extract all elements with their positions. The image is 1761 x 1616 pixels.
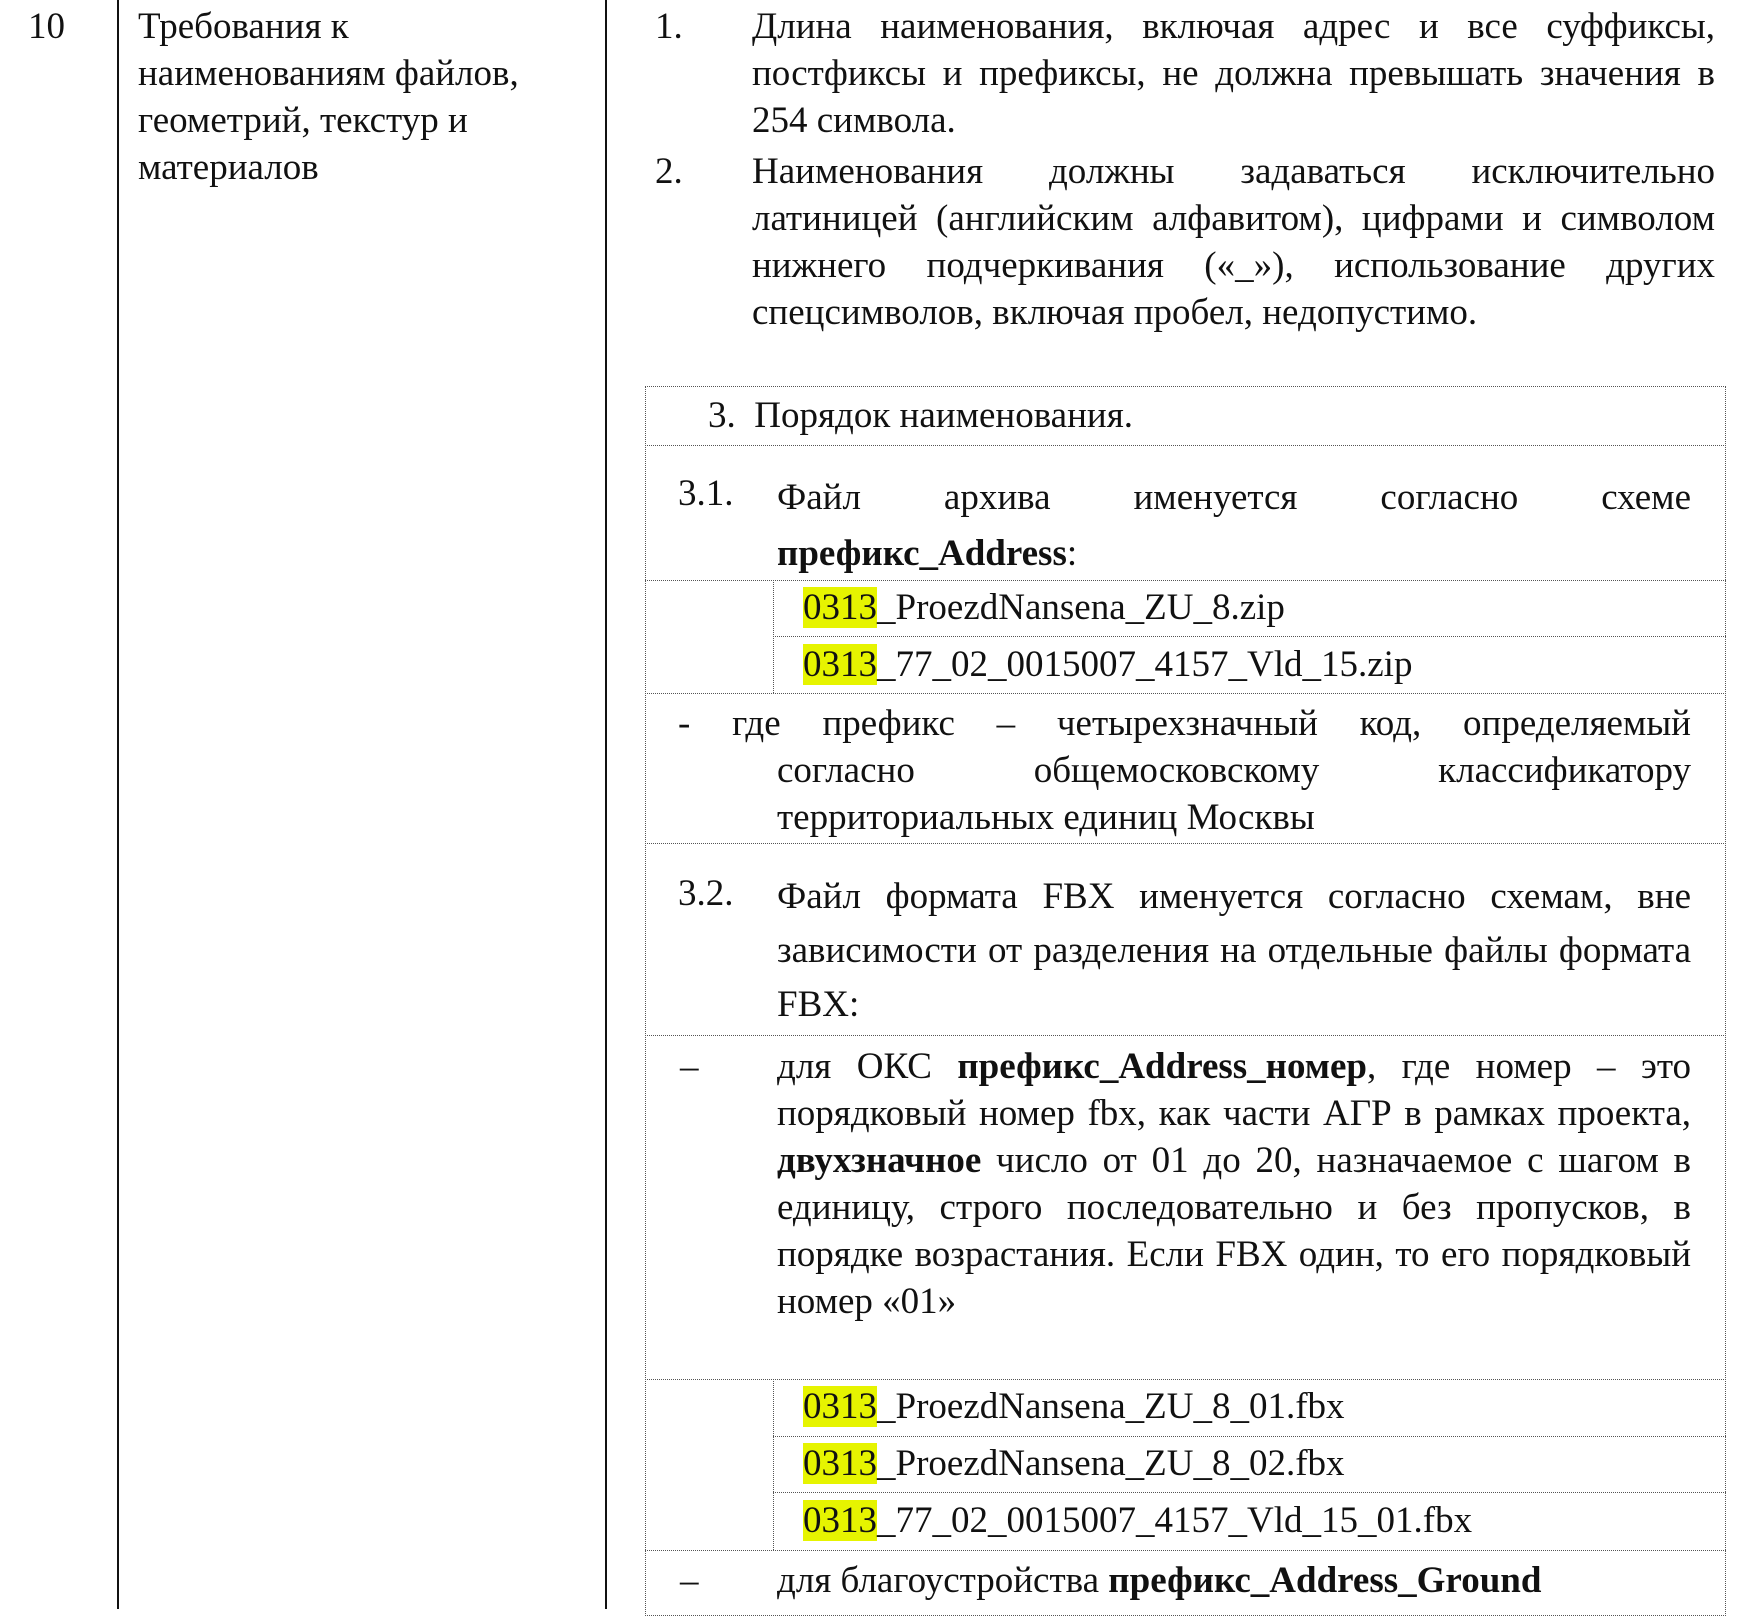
title-line: наименованиям файлов, — [138, 53, 519, 94]
title-line: Требования к — [138, 6, 349, 47]
prefix-highlight: 0313 — [803, 1386, 877, 1427]
oks-part: для ОКС — [777, 1046, 958, 1087]
row-divider — [645, 1379, 1726, 1380]
example-fbx-3 — [803, 1497, 1472, 1544]
item-3-heading: 3. Порядок наименования. — [708, 395, 1133, 436]
oks-part: число от 01 до 20, назначаемое с шагом в единицу, строго последовательно и без пропусков, в порядке возрастания. Если FBX один, то его порядковый номер «01» — [777, 1140, 1691, 1322]
example-fbx-2 — [803, 1440, 1345, 1487]
row-divider — [773, 1492, 1726, 1493]
oks-text — [777, 1043, 1691, 1325]
example-zip-2 — [803, 641, 1412, 688]
row-divider — [773, 1436, 1726, 1437]
prefix-highlight: 0313 — [803, 1443, 877, 1484]
example-cell-border — [773, 1379, 774, 1550]
ground-dash: – — [680, 1560, 699, 1601]
prefix-highlight: 0313 — [803, 587, 877, 628]
row-number: 10 — [28, 6, 65, 47]
example-zip-1 — [803, 584, 1285, 631]
example-rest: _ProezdNansena_ZU_8_02.fbx — [877, 1443, 1345, 1484]
item-3-2-text: Файл формата FBX именуется согласно схемам, вне зависимости от разделения на отдельные файлы формата FBX: — [777, 876, 1691, 1025]
oks-two-digit: двухзначное — [777, 1140, 982, 1181]
example-rest: _77_02_0015007_4157_Vld_15_01.fbx — [877, 1500, 1473, 1541]
scheme-prefix-address: префикс_Address — [777, 533, 1067, 574]
item-3-2-number: 3.2. — [678, 873, 734, 914]
example-fbx-1 — [803, 1383, 1345, 1430]
row-divider — [645, 445, 1726, 446]
ground-scheme: префикс_Address_Ground — [1108, 1560, 1542, 1601]
example-rest: _ProezdNansena_ZU_8.zip — [877, 587, 1285, 628]
title-line: материалов — [138, 147, 319, 188]
item-3-1-number: 3.1. — [678, 473, 734, 514]
item-1-number: 1. — [655, 6, 683, 47]
oks-dash: – — [680, 1046, 699, 1087]
ground-part: для благоустройства — [777, 1560, 1109, 1601]
table-border-middle — [605, 0, 607, 1609]
item-3-1-scheme — [777, 526, 1691, 582]
item-3-1-text — [777, 470, 1691, 582]
title-line: геометрий, текстур и — [138, 100, 468, 141]
prefix-note-line-1: - где префикс – четырехзначный код, определяемый — [678, 703, 1691, 744]
item-3-1-line: Файл архива именуется согласно схеме — [777, 477, 1691, 518]
example-rest: _ProezdNansena_ZU_8_01.fbx — [877, 1386, 1345, 1427]
requirement-title — [138, 3, 593, 191]
row-divider — [645, 693, 1726, 694]
row-divider — [645, 580, 1726, 581]
item-2-text: Наименования должны задаваться исключительно латиницей (английским алфавитом), цифрами и символом нижнего подчеркивания («_»), использование других спецсимволов, включая пробел, недопустимо. — [752, 151, 1715, 333]
item-2-number: 2. — [655, 151, 683, 192]
row-divider — [773, 636, 1726, 637]
prefix-note-continuation: согласно общемосковскому классификатору территориальных единиц Москвы — [777, 750, 1691, 838]
oks-part: , где номер – это порядковый номер fbx, как части АГР в рамках проекта, — [777, 1046, 1692, 1134]
row-divider — [645, 843, 1726, 844]
example-rest: _77_02_0015007_4157_Vld_15.zip — [877, 644, 1413, 685]
ground-text — [777, 1557, 1541, 1604]
table-border-left — [117, 0, 119, 1609]
row-divider — [645, 1550, 1726, 1551]
prefix-highlight: 0313 — [803, 1500, 877, 1541]
colon: : — [1066, 533, 1078, 574]
row-divider — [645, 1035, 1726, 1036]
oks-scheme: префикс_Address_номер — [957, 1046, 1367, 1087]
prefix-highlight: 0313 — [803, 644, 877, 685]
item-1-text: Длина наименования, включая адрес и все суффиксы, постфиксы и префиксы, не должна превышать значения в 254 символа. — [752, 6, 1715, 141]
